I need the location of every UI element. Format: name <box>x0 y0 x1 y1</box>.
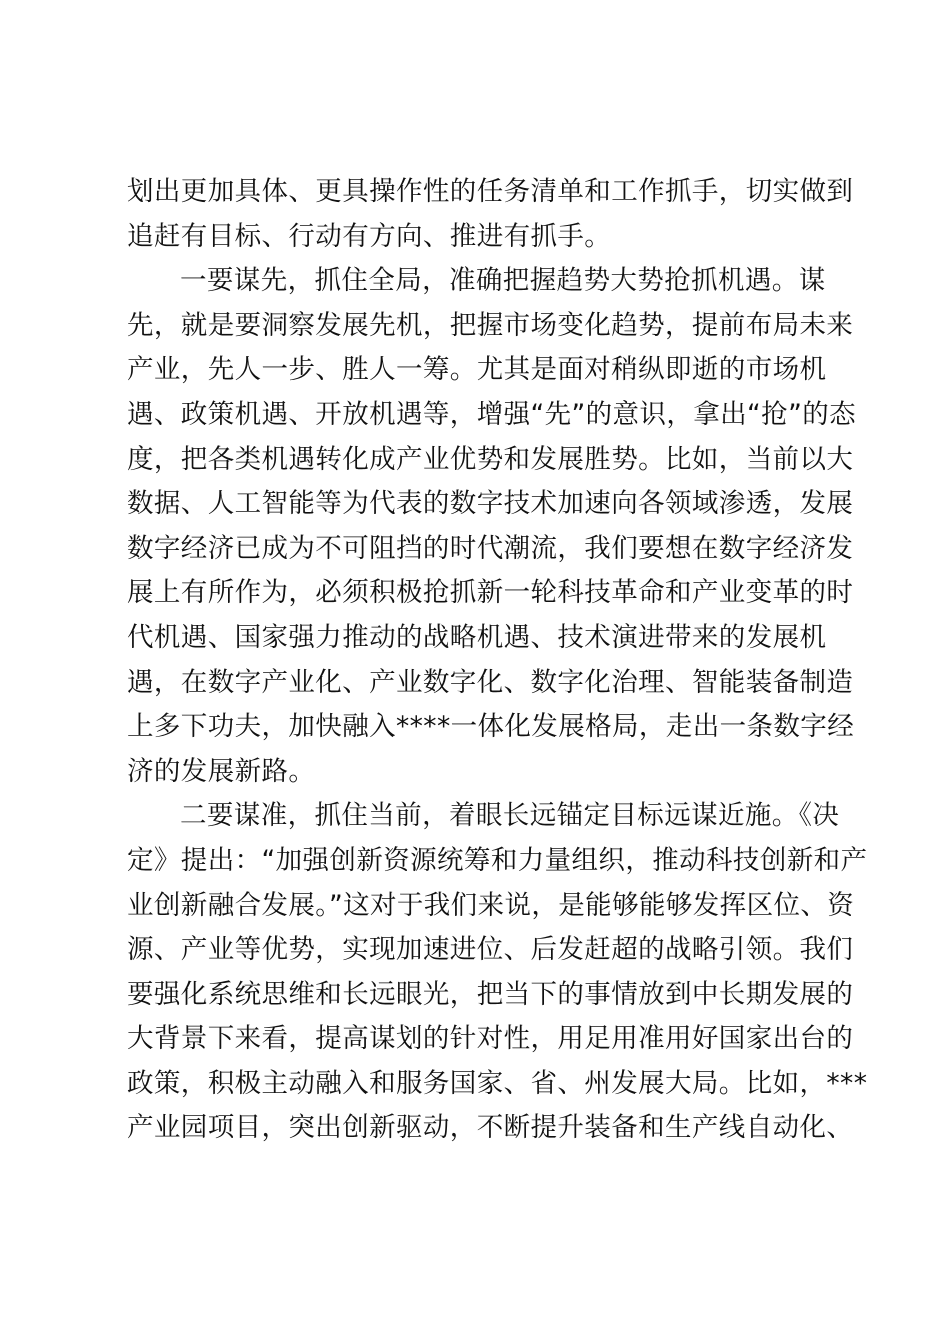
text-line: 政策，积极主动融入和服务国家、省、州发展大局。比如，*** <box>127 1067 868 1099</box>
text-line: 数据、人工智能等为代表的数字技术加速向各领域渗透，发展 <box>127 488 854 520</box>
text-line: 遇，在数字产业化、产业数字化、数字化治理、智能装备制造 <box>127 666 854 698</box>
text-line: 数字经济已成为不可阻挡的时代潮流，我们要想在数字经济发 <box>127 532 854 564</box>
text-line: 业创新融合发展。”这对于我们来说，是能够能够发挥区位、资 <box>127 889 855 921</box>
text-line: 产业园项目，突出创新驱动，不断提升装备和生产线自动化、 <box>127 1112 854 1144</box>
text-line: 先，就是要洞察发展先机，把握市场变化趋势，提前布局未来 <box>127 309 854 341</box>
text-line: 追赶有目标、行动有方向、推进有抓手。 <box>127 220 612 252</box>
text-line: 划出更加具体、更具操作性的任务清单和工作抓手，切实做到 <box>127 176 854 207</box>
text-line: 产业，先人一步、胜人一筹。尤其是面对稍纵即逝的市场机 <box>127 354 827 386</box>
body-text <box>127 170 868 1151</box>
text-line: 济的发展新路。 <box>127 755 316 787</box>
text-line: 一要谋先，抓住全局，准确把握趋势大势抢抓机遇。谋 <box>180 265 826 297</box>
text-line: 代机遇、国家强力推动的战略机遇、技术演进带来的发展机 <box>127 621 827 653</box>
text-line: 定》提出：“加强创新资源统筹和力量组织，推动科技创新和产 <box>127 844 868 876</box>
text-line: 度，把各类机遇转化成产业优势和发展胜势。比如，当前以大 <box>127 443 854 475</box>
text-line: 要强化系统思维和长远眼光，把当下的事情放到中长期发展的 <box>127 978 854 1010</box>
text-line: 大背景下来看，提高谋划的针对性，用足用准用好国家出台的 <box>127 1023 854 1055</box>
text-line: 展上有所作为，必须积极抢抓新一轮科技革命和产业变革的时 <box>127 577 854 609</box>
text-line: 二要谋准，抓住当前，着眼长远锚定目标远谋近施。《决 <box>180 800 840 832</box>
text-line: 源、产业等优势，实现加速进位、后发赶超的战略引领。我们 <box>127 934 854 966</box>
text-line: 上多下功夫，加快融入****一体化发展格局，走出一条数字经 <box>127 711 855 743</box>
text-line: 遇、政策机遇、开放机遇等，增强“先”的意识，拿出“抢”的态 <box>127 398 857 430</box>
